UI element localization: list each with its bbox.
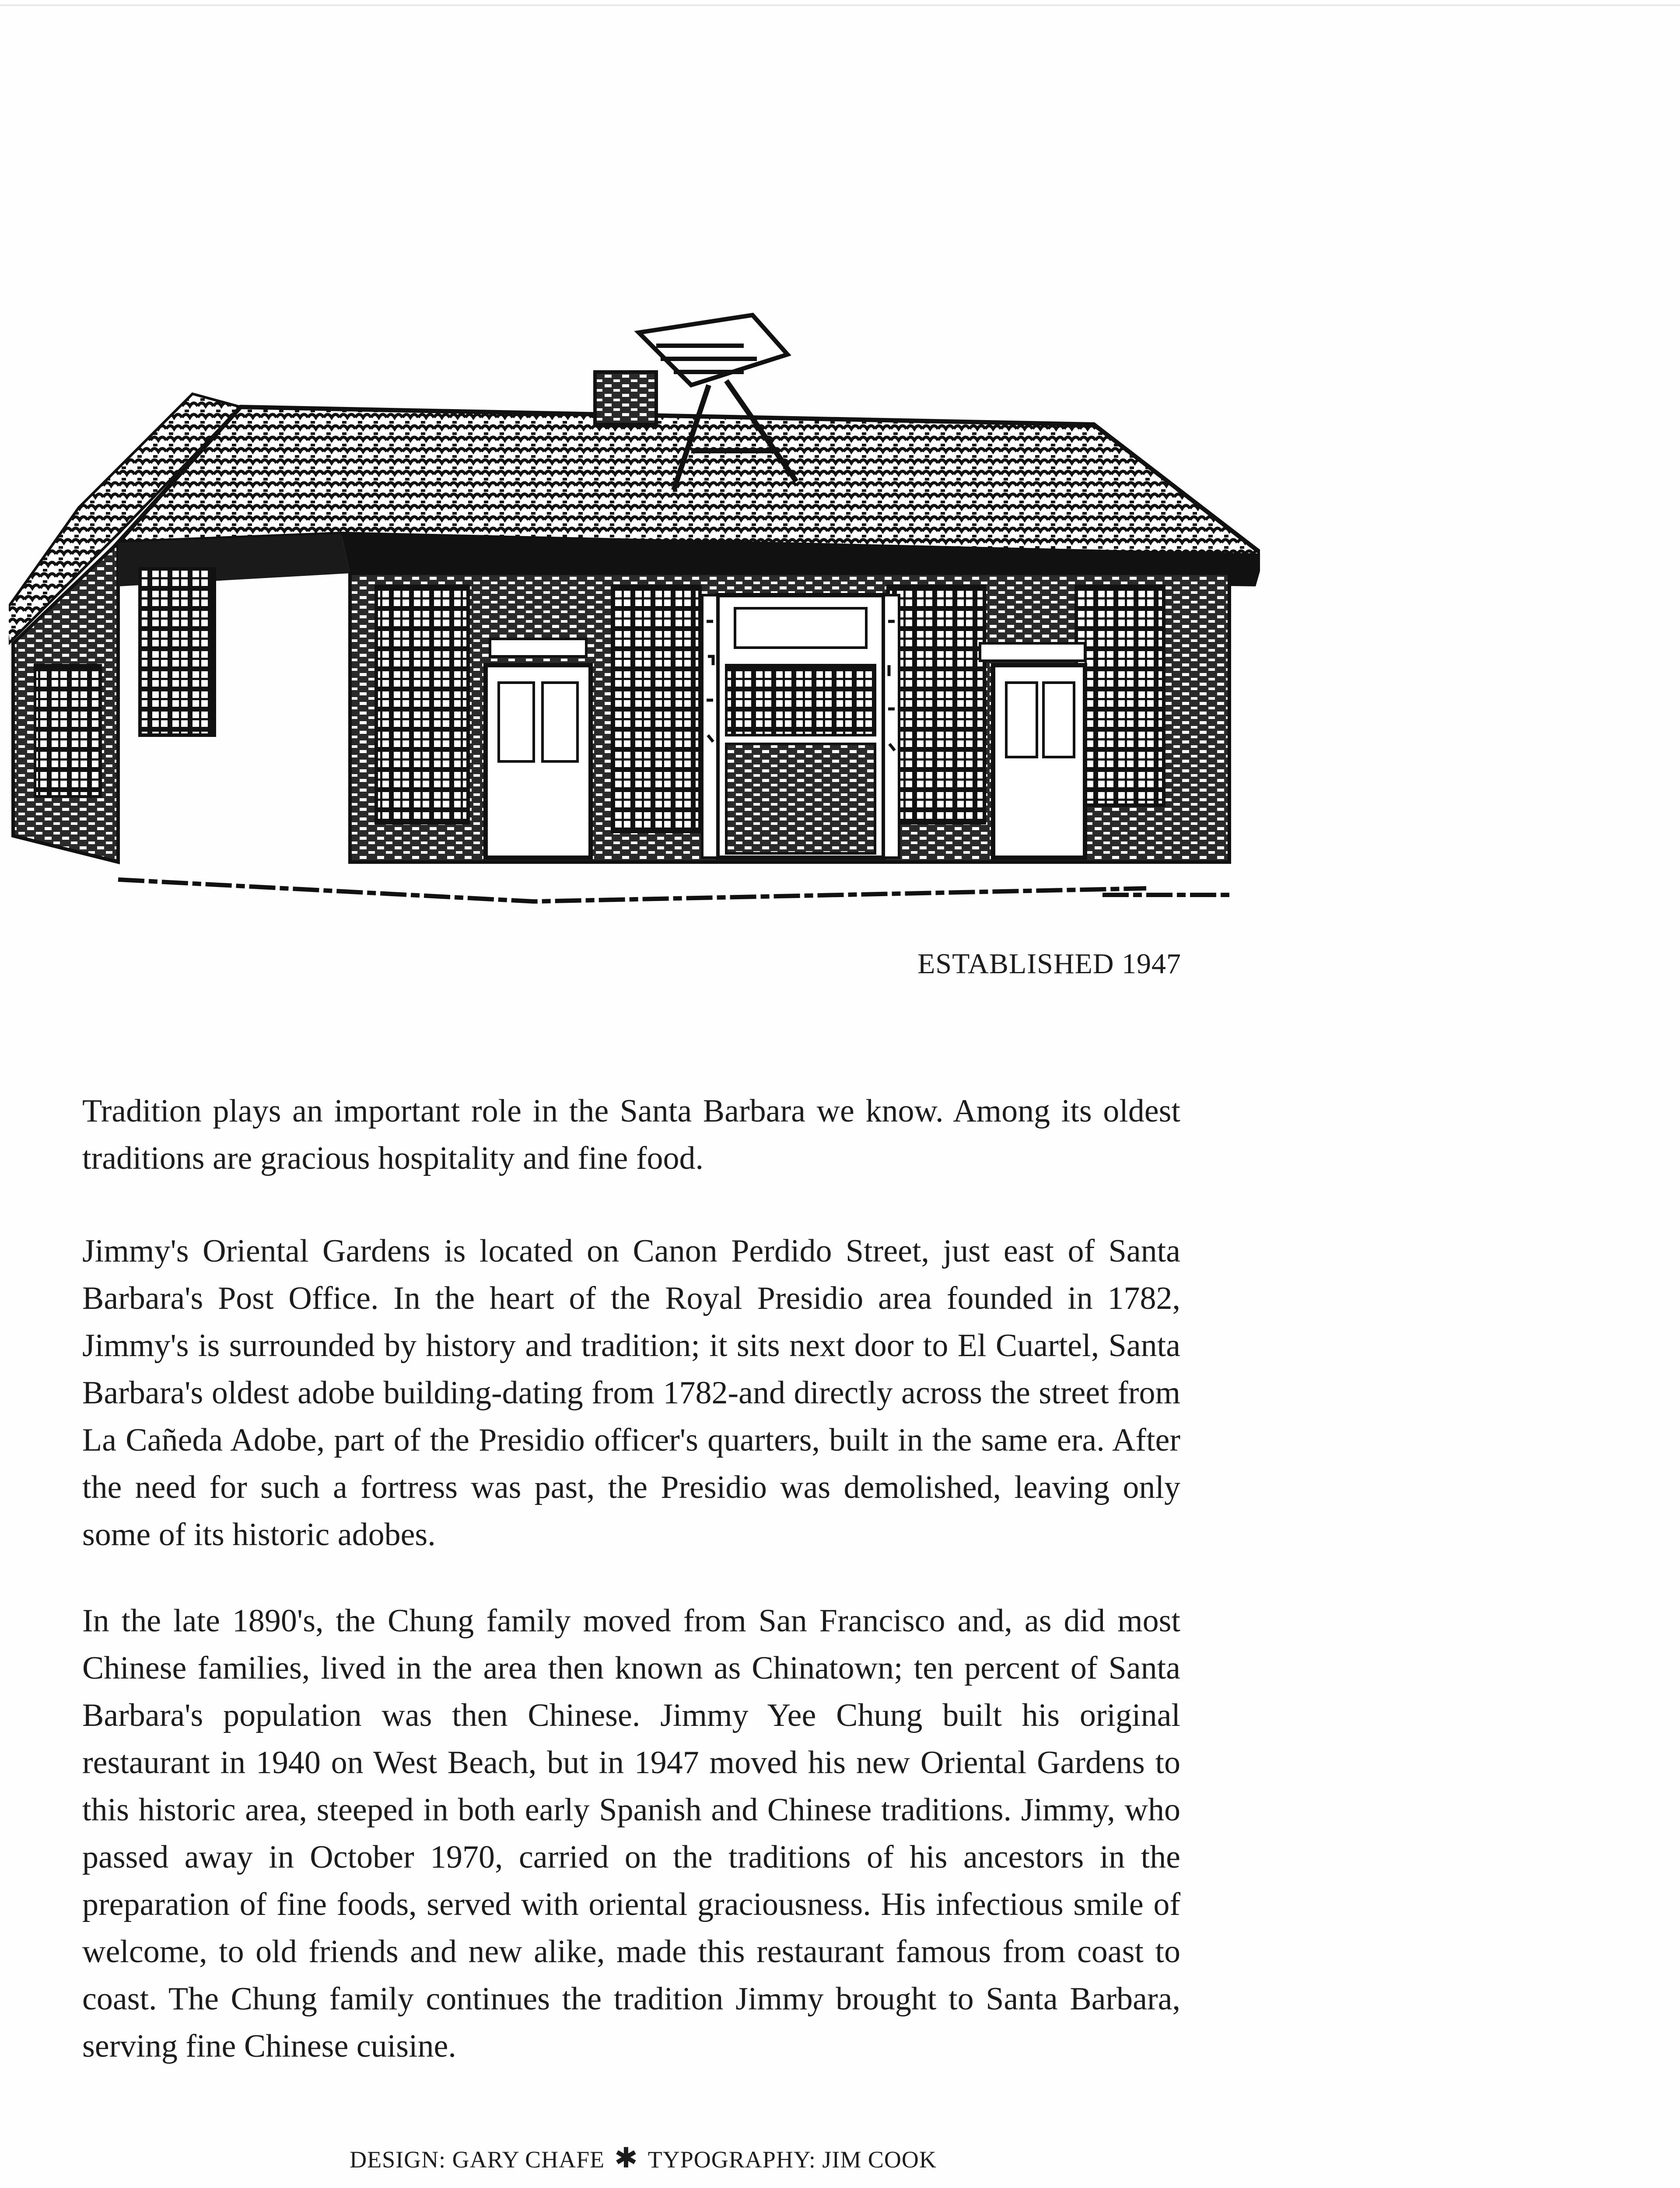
paragraph-tradition: Tradition plays an important role in the Santa Barbara we know. Among its oldest traditions are gracious hospitality and fine food.: [82, 1093, 1180, 1176]
credits-line: [337, 2142, 949, 2174]
paragraph-location-history: Jimmy's Oriental Gardens is located on Canon Perdido Street, just east of Santa Barbara's Post Office. In the heart of the Royal Presidio area founded in 1782, Jimmy's is surrounded by history and tradition; it sits next door to El Cuartel, Santa Barbara's oldest adobe building-dating from 1782-and directly across the street from La Cañeda Adobe, part of the Presidio officer's quarters, built in the same era. After the need for such a fortress was past, the Presidio was demolished, leaving only some of its historic adobes.: [82, 1233, 1180, 1553]
separator-star-icon: ✱: [614, 2142, 638, 2174]
design-credit: DESIGN: GARY CHAFE: [350, 2146, 605, 2173]
building-illustration: [9, 306, 1260, 928]
typography-credit: TYPOGRAPHY: JIM COOK: [648, 2146, 937, 2173]
established-caption: ESTABLISHED 1947: [917, 948, 1181, 980]
page-top-edge: [0, 4, 1680, 6]
paragraph-chung-family: In the late 1890's, the Chung family moved from San Francisco and, as did most Chinese families, lived in the area then known as Chinatown; ten percent of Santa Barbara's population was then Chinese. Jimmy Yee Chung built his original restaurant in 1940 on West Beach, but in 1947 moved his new Oriental Gardens to this historic area, steeped in both early Spanish and Chinese traditions. Jimmy, who passed away in October 1970, carried on the traditions of his ancestors in the preparation of fine foods, served with oriental graciousness. His infectious smile of welcome, to old friends and new alike, made this restaurant famous from coast to coast. The Chung family continues the tradition Jimmy brought to Santa Barbara, serving fine Chinese cuisine.: [82, 1603, 1180, 2064]
